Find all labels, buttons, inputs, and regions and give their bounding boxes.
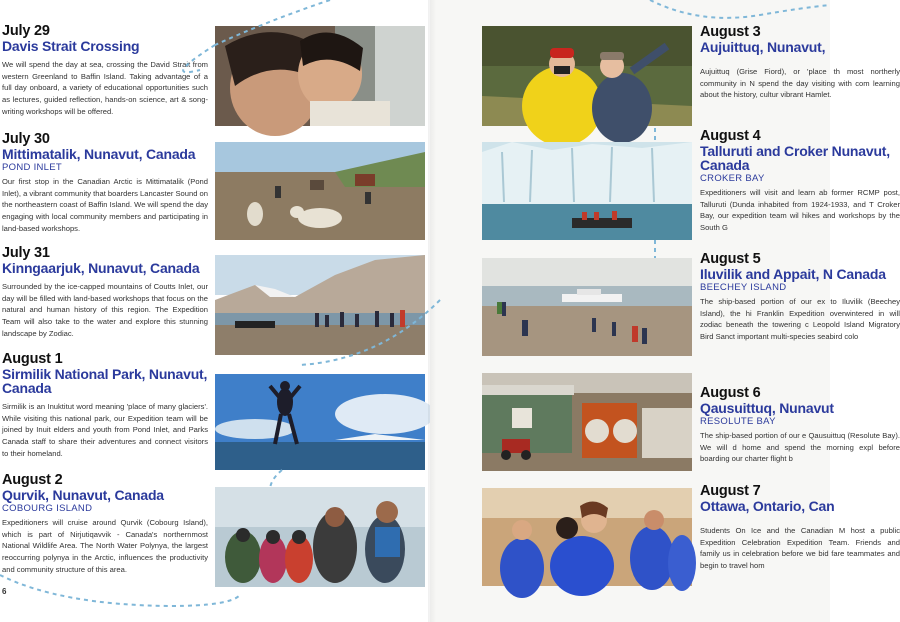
entry-date: August 4 bbox=[700, 128, 761, 144]
entry-body: We will spend the day at sea, crossing the David Strait from western Greenland to Baffin Island. Taking advantage of a full day onboard, a variety of educational opportunities such as lectures, guided reflection, hands-on science, art & song-writing workshops will be offered. bbox=[2, 60, 208, 116]
entry-body: Expeditioners will cruise around Qurvik (Cobourg Island), which is part of Nirjutiqavvik - Canada's northernmost National Wildlife Area. The North Water Polynya, the largest reoccurring polynya in the Arctic, influences the productivity and community structure of this area. bbox=[2, 518, 208, 574]
entry-date: July 31 bbox=[2, 245, 50, 261]
entry-body: The ship-based portion of our ex to Iluvilik (Beechey Island), the hi Franklin Expedition overwintered in will zodiac beneath the towering c Leopold Island Migratory Bird Sanct important multi-species seabird colo bbox=[700, 297, 900, 342]
entry-title: Talluruti and Croker Nunavut, Canada bbox=[700, 143, 890, 173]
entry-title: Ottawa, Ontario, Can bbox=[700, 498, 835, 514]
entry-date: August 6 bbox=[700, 385, 761, 401]
entry-date: August 3 bbox=[700, 24, 761, 40]
entry-subtitle: CROKER BAY bbox=[700, 173, 765, 184]
entry-body: Our first stop in the Canadian Arctic is Mittimatalik (Pond Inlet), a vibrant community that boarders Lancaster Sound on the northeastern coast of Baffin Island. We will spend the day engaging with local community members and participating in land-based workshops. bbox=[2, 177, 208, 233]
entry-title: Qausuittuq, Nunavut bbox=[700, 400, 834, 416]
entry-body: Surrounded by the ice-capped mountains of Coutts Inlet, our day will be filled with land-based workshops that focus on the natural and human history of this region. The Expedition Team will also take to the water and explore this stunning landscape by Zodiac. bbox=[2, 282, 208, 338]
entry-title: Iluvilik and Appait, N Canada bbox=[700, 266, 886, 282]
entry-date: July 29 bbox=[2, 23, 50, 39]
entry-title: Kinngaarjuk, Nunavut, Canada bbox=[2, 260, 200, 276]
entry-subtitle: RESOLUTE BAY bbox=[700, 416, 776, 427]
entry-date: August 5 bbox=[700, 251, 761, 267]
entry-title: Davis Strait Crossing bbox=[2, 38, 140, 54]
page-number: 6 bbox=[2, 587, 7, 596]
entry-date: July 30 bbox=[2, 131, 50, 147]
entry-body: Students On Ice and the Canadian M host a public Expedition Celebration Expedition Team. Friends and family us in celebration before we bid fare teammates and begin to travel hom bbox=[700, 526, 900, 571]
entry-title: Qurvik, Nunavut, Canada bbox=[2, 487, 164, 503]
entry-body: The ship-based portion of our e Qausuittuq (Resolute Bay). We will d home and spend the morning expl before boarding our charter flight b bbox=[700, 431, 900, 464]
entry-body: Aujuittuq (Grise Fiord), or 'place th most northerly community in N spend the day visiting with com learning about the history, cultur vibrant Hamlet. bbox=[700, 67, 900, 100]
entry-date: August 7 bbox=[700, 483, 761, 499]
entry-subtitle: BEECHEY ISLAND bbox=[700, 282, 787, 293]
entry-title: Mittimatalik, Nunavut, Canada bbox=[2, 146, 196, 162]
entry-subtitle: POND INLET bbox=[2, 162, 63, 173]
entry-subtitle: COBOURG ISLAND bbox=[2, 503, 93, 514]
entry-body: Sirmilik is an Inuktitut word meaning 'place of many glaciers'. While visiting this national park, our Expedition team will be joined by Inuit elders and youth from Pond Inlet, and Parks Canada staff to share their adventures and connect visitors to their homeland. bbox=[2, 402, 208, 458]
entry-date: August 1 bbox=[2, 351, 63, 367]
entry-title: Sirmilik National Park, Nunavut, Canada bbox=[2, 366, 208, 396]
entry-title: Aujuittuq, Nunavut, bbox=[700, 39, 826, 55]
entry-body: Expeditioners will visit and learn ab former RCMP post, Talluruti (Dunda inhabited from 1924-1933, and T Croker Bay, our expedition team wil hikes and workshops by the South G bbox=[700, 188, 900, 233]
entry-date: August 2 bbox=[2, 472, 63, 488]
